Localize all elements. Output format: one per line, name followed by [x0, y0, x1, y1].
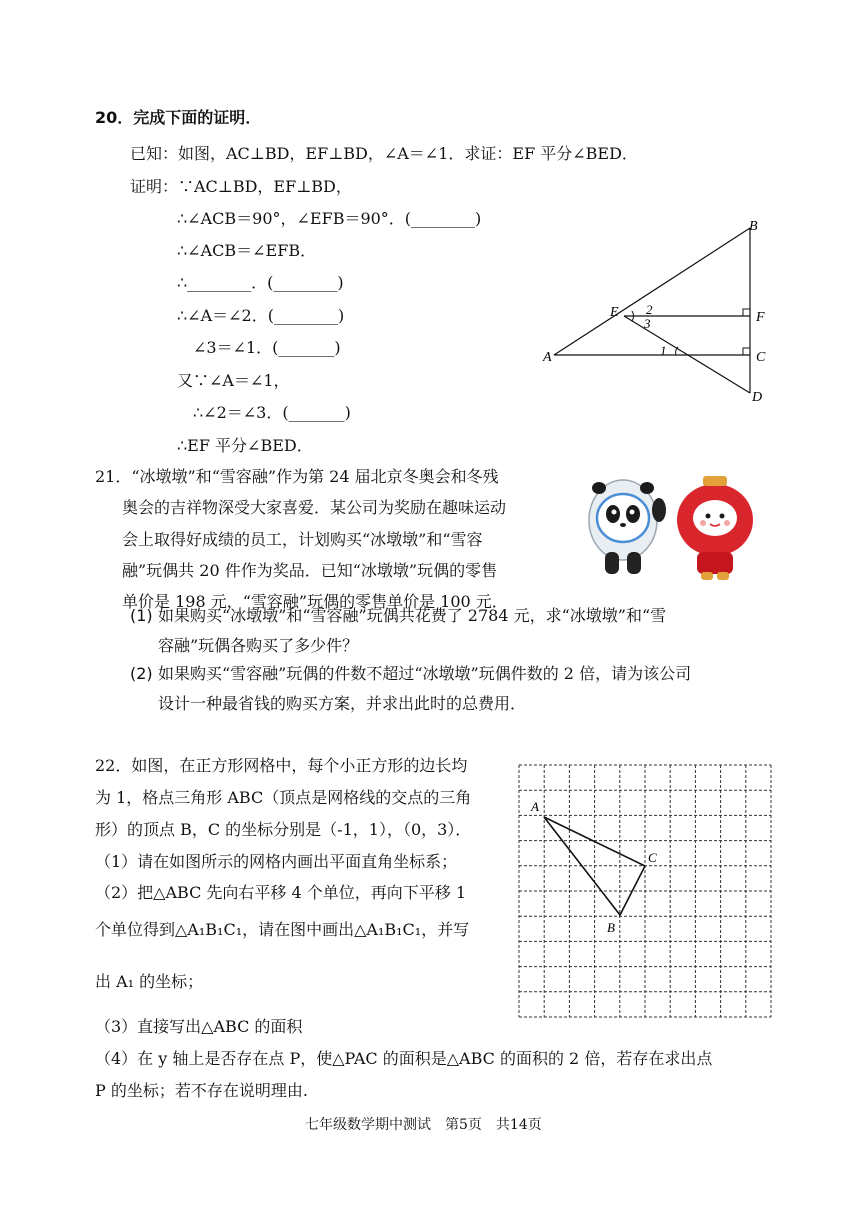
q22-grid-figure	[515, 760, 775, 1025]
label-F: F	[756, 310, 765, 325]
q21-sub1-line-1: 容融”玩偶各购买了多少件？	[158, 636, 359, 655]
q20-proof-line-1: ∴∠ACB＝90°，∠EFB＝90°．(________)	[177, 209, 482, 228]
label-A: A	[543, 350, 552, 365]
q21-line-1: 奥会的吉祥物深受大家喜爱．某公司为奖励在趣味运动	[122, 498, 507, 517]
q22-line-3: （1）请在如图所示的网格内画出平面直角坐标系；	[95, 852, 458, 871]
page-footer: 七年级数学期中测试 第5页 共14页	[305, 1117, 542, 1133]
q21-line-4: 单价是 198 元，“雪容融”玩偶的零售单价是 100 元．	[122, 592, 508, 611]
q21-sub2-number: (2)	[130, 664, 153, 683]
angle-label-2: 2	[646, 302, 653, 317]
q20-proof-line-8: ∴EF 平分∠BED．	[177, 436, 313, 455]
q20-proof-line-7: ∴∠2＝∠3．(_______)	[193, 403, 351, 422]
label-E: E	[610, 305, 619, 320]
q20-proof-line-6: 又∵∠A＝∠1，	[177, 371, 290, 390]
bing-dwen-dwen-mascot	[589, 480, 666, 574]
q21-sub2-line-1: 设计一种最省钱的购买方案，并求出此时的总费用．	[158, 694, 527, 713]
q20-proof-line-2: ∴∠ACB＝∠EFB．	[177, 241, 317, 260]
q22-line-7: （3）直接写出△ABC 的面积	[95, 1017, 303, 1036]
q22-line-8: （4）在 y 轴上是否存在点 P，使△PAC 的面积是△ABC 的面积的 2 倍，若存在求出点	[95, 1049, 713, 1068]
q20-geometry-figure	[540, 215, 780, 410]
q22-line-6: 出 A₁ 的坐标；	[95, 972, 204, 991]
q21-line-0: 21．“冰墩墩”和“雪容融”作为第 24 届北京冬奥会和冬残	[95, 467, 499, 486]
q22-line-9: P 的坐标；若不存在说明理由.	[95, 1081, 308, 1100]
q20-proof-line-0: 证明：∵AC⊥BD，EF⊥BD，	[130, 177, 352, 196]
q22-line-0: 22．如图，在正方形网格中，每个小正方形的边长均	[95, 756, 468, 775]
mascots-illustration	[575, 470, 765, 585]
q20-proof-line-3: ∴________．(________)	[177, 273, 344, 292]
grid-label-A: A	[531, 799, 539, 814]
q21-line-3: 融”玩偶共 20 件作为奖品．已知“冰墩墩”玩偶的零售	[122, 561, 498, 580]
q21-sub1-line-0: 如果购买“冰墩墩”和“雪容融”玩偶共花费了 2784 元，求“冰墩墩”和“雪	[158, 606, 667, 625]
q22-line-4: （2）把△ABC 先向右平移 4 个单位，再向下平移 1	[95, 883, 467, 902]
label-D: D	[752, 390, 763, 405]
label-B: B	[749, 219, 758, 234]
angle-label-1: 1	[660, 343, 667, 358]
q21-sub1-number: (1)	[130, 606, 153, 625]
q20-title: 20．完成下面的证明．	[95, 108, 262, 127]
q22-line-2: 形）的顶点 B，C 的坐标分别是（-1，1），（0，3）．	[95, 820, 472, 839]
q21-line-2: 会上取得好成绩的员工，计划购买“冰墩墩”和“雪容	[122, 530, 483, 549]
angle-label-3: 3	[644, 316, 651, 331]
label-C: C	[756, 350, 766, 365]
q20-given: 已知：如图，AC⊥BD，EF⊥BD，∠A＝∠1．求证：EF 平分∠BED．	[130, 144, 638, 163]
q20-proof-line-5: ∠3＝∠1．(_______)	[193, 338, 341, 357]
shuey-rhon-rhon-mascot	[677, 476, 753, 580]
q22-line-5: 个单位得到△A₁B₁C₁，请在图中画出△A₁B₁C₁，并写	[95, 920, 470, 939]
q22-line-1: 为 1，格点三角形 ABC（顶点是网格线的交点的三角	[95, 788, 472, 807]
q21-sub2-line-0: 如果购买“雪容融”玩偶的件数不超过“冰墩墩”玩偶件数的 2 倍，请为该公司	[158, 664, 692, 683]
q20-proof-line-4: ∴∠A＝∠2．(________)	[177, 306, 345, 325]
grid-label-C: C	[648, 850, 657, 865]
grid-label-B: B	[607, 920, 615, 935]
